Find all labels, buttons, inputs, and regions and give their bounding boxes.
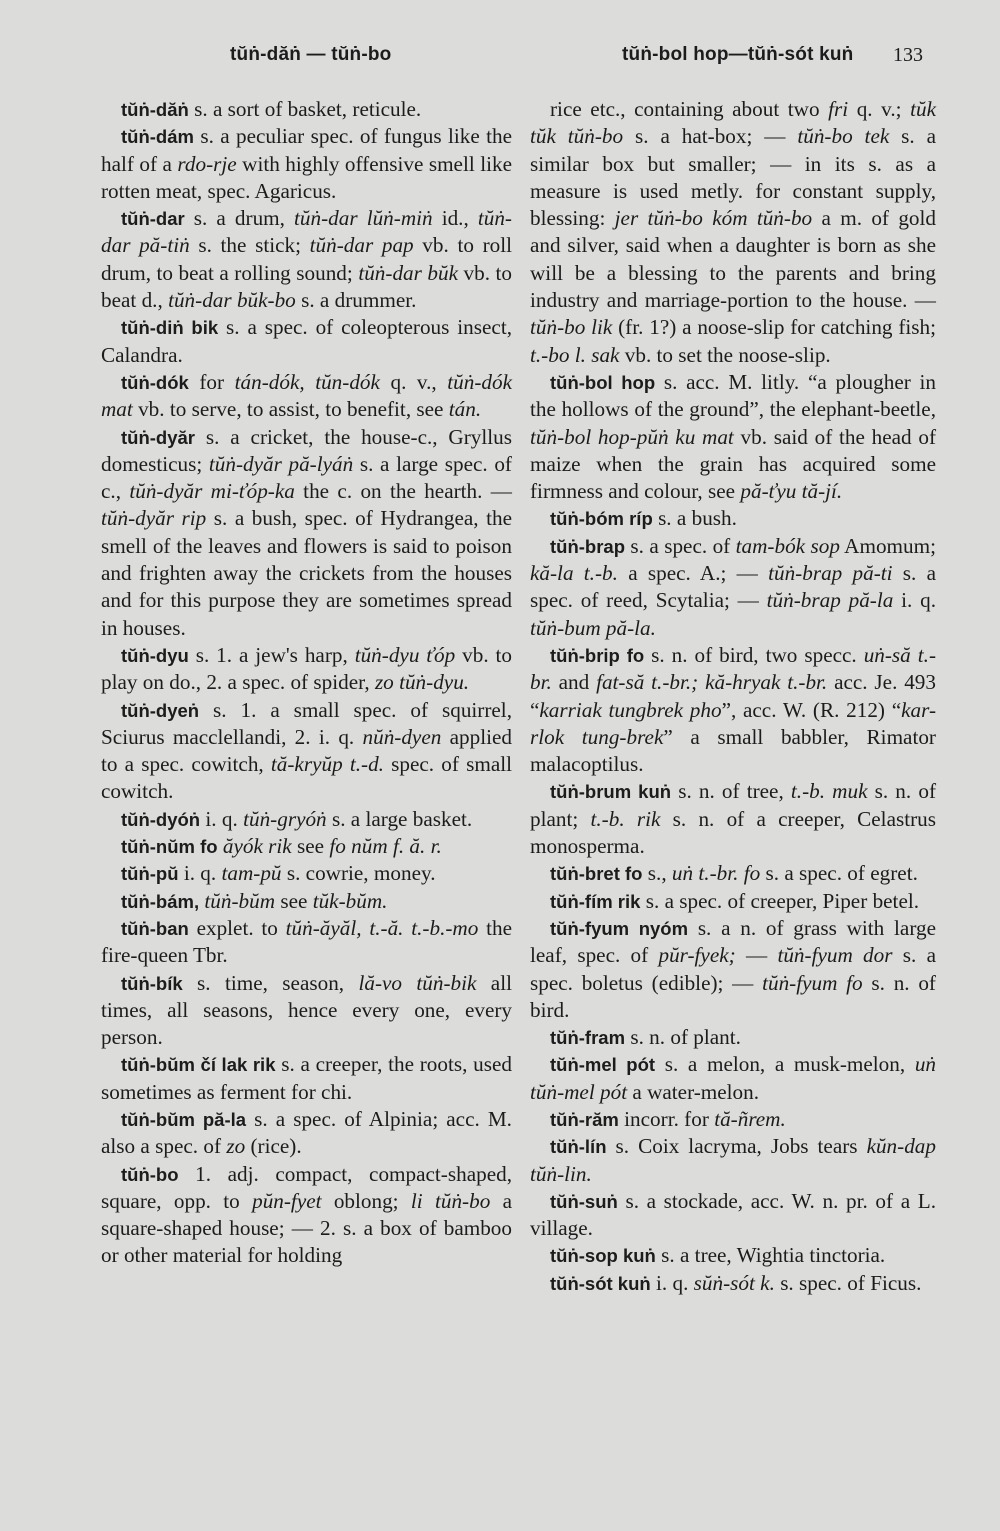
italic-term: tŭṅ-dók mat	[101, 369, 512, 422]
italic-term: uṅ tŭṅ-mel pót	[530, 1052, 936, 1104]
dictionary-entry	[530, 1106, 936, 1133]
definition-text: a water-melon.	[627, 1079, 760, 1104]
definition-text: s. a large spec. of c.,	[101, 451, 512, 504]
definition-text: oblong;	[321, 1188, 411, 1213]
definition-text: vb. to beat d.,	[101, 260, 513, 313]
running-head-right: tŭṅ-bol hop—tŭṅ-sót kuṅ	[622, 44, 854, 65]
italic-term: lă-vo tŭṅ-bik	[358, 970, 477, 995]
headword: tŭṅ-sop kuṅ	[550, 1245, 656, 1267]
definition-text: q. v.,	[379, 369, 448, 394]
definition-text: s. acc. M. litly. “a plougher in the hollows of the ground”, the elephant-beetle,	[530, 369, 936, 422]
headword: tŭṅ-brap	[550, 535, 626, 557]
dictionary-entry	[530, 778, 936, 860]
italic-term: karriak tungbrek pho	[539, 697, 722, 722]
dictionary-entry	[530, 1024, 936, 1051]
italic-term: t.-bo l. sak	[530, 342, 620, 367]
italic-term: nŭṅ-dyen	[362, 724, 442, 749]
definition-text: s. a drum,	[184, 206, 295, 231]
italic-term: tŭṅ-fyum dor	[777, 943, 893, 968]
headword: tŭṅ-dăṅ	[121, 99, 189, 120]
dictionary-entry	[530, 1188, 936, 1243]
definition-text: vb. said of the head of maize when the grain has acquired some firmness and colour, see	[530, 424, 937, 504]
definition-text: s. n. of plant.	[625, 1025, 741, 1050]
italic-term: tŭṅ-dar lŭṅ-miṅ	[294, 206, 433, 231]
definition-text: s.,	[642, 861, 672, 886]
headword: tŭṅ-brum kuṅ	[550, 781, 672, 803]
definition-text: s. the stick;	[189, 233, 310, 258]
italic-term: pŭn-fyet	[252, 1188, 322, 1213]
definition-text: s. a cricket, the house-c., Gryllus domesticus;	[101, 424, 512, 476]
dictionary-entry	[530, 1242, 936, 1269]
left-column	[101, 96, 512, 1270]
dictionary-entry	[101, 205, 512, 314]
dictionary-entry	[530, 505, 936, 532]
definition-text: vb. to set the noose-slip.	[619, 342, 831, 367]
definition-text: a square-shaped house; — 2. s. a box of bamboo or other material for holding	[101, 1188, 513, 1268]
italic-term: tŭk tŭk tŭṅ-bo	[530, 97, 936, 149]
definition-text: the c. on the hearth. —	[294, 479, 512, 504]
italic-term: tŭṅ-brap pă-la	[766, 588, 894, 613]
headword: tŭṅ-nŭm fo	[121, 836, 218, 858]
italic-term: jer tŭṅ-bo kóm tŭṅ-bo	[614, 206, 813, 231]
definition-text: acc. Je. 493 “	[530, 670, 936, 722]
italic-term: tŭṅ-dar pap	[309, 233, 414, 258]
definition-text: for	[188, 369, 235, 394]
definition-text: —	[735, 943, 778, 968]
italic-term: tŭṅ-gryóṅ	[243, 806, 327, 831]
headword: tŭṅ-ban	[121, 917, 189, 939]
definition-text: s. a drummer.	[295, 288, 417, 313]
italic-term: tŭṅ-bo lik	[530, 315, 613, 340]
definition-text: s. time, season,	[182, 970, 359, 995]
italic-term: tán.	[448, 397, 482, 422]
headword: tŭṅ-bóm ríp	[550, 508, 653, 530]
italic-term: tŭṅ-bo tek	[797, 124, 890, 149]
dictionary-entry	[530, 860, 936, 887]
definition-text: s. n. of a creeper, Celastrus monosperma.	[530, 806, 936, 859]
definition-text: s. a tree, Wightia tinctoria.	[655, 1243, 886, 1268]
dictionary-entry	[101, 1161, 512, 1270]
italic-term: tŭṅ-bŭm	[204, 888, 276, 913]
headword: tŭṅ-brip fo	[550, 644, 645, 666]
headword: tŭṅ-dar	[121, 208, 185, 230]
definition-text: s. a sort of basket, reticule.	[188, 97, 422, 121]
headword: tŭṅ-bík	[121, 972, 183, 994]
headword: tŭṅ-bám,	[121, 890, 200, 912]
definition-text: ”, acc. W. (R. 212) “	[721, 697, 902, 722]
italic-term: t.-b. muk	[790, 779, 868, 804]
italic-term: tŭṅ-bum pă-la.	[530, 615, 656, 640]
definition-text: s. spec. of Ficus.	[774, 1270, 922, 1295]
definition-text: s. n. of plant;	[530, 779, 936, 831]
dictionary-entry	[530, 1051, 936, 1106]
definition-text: a spec. A.; —	[617, 561, 769, 586]
definition-text: s. a n. of grass with large leaf, spec. of	[530, 915, 936, 968]
definition-text: s. Coix lacryma, Jobs tears	[606, 1134, 867, 1159]
italic-term: tŭṅ-brap pă-ti	[768, 561, 893, 586]
definition-text: s. a spec. of reed, Scytalia; —	[530, 561, 936, 613]
definition-text: s. a spec. of	[625, 533, 736, 558]
page-number: 133	[893, 44, 923, 66]
italic-term: tŭṅ-dyăr pă-lyáṅ	[208, 451, 354, 476]
dictionary-entry	[530, 642, 936, 778]
dictionary-entry	[530, 369, 936, 505]
headword: tŭṅ-lín	[550, 1136, 607, 1158]
headword: tŭṅ-bol hop	[550, 371, 656, 393]
italic-term: zo tŭṅ-dyu.	[374, 670, 470, 695]
italic-term: fri	[828, 97, 849, 121]
dictionary-entry	[101, 96, 512, 123]
definition-text: vb. to play on do., 2. a spec. of spider,	[101, 642, 512, 695]
dictionary-entry	[530, 888, 936, 915]
italic-term: tă-ñrem.	[714, 1106, 786, 1131]
definition-text: see	[291, 834, 330, 859]
italic-term: tŭṅ-fyum fo	[762, 970, 863, 995]
definition-text: s. a melon, a musk-melon,	[655, 1052, 915, 1077]
definition-text: a m. of gold and silver, said when a daughter is born as she will be a blessing to the parents and bring industry and marriage-portion to the house. —	[530, 206, 936, 313]
headword: tŭṅ-mel pót	[550, 1054, 656, 1076]
definition-text: s. a similar box but smaller; — in its s. as a measure is used metly. for constant supply, blessing:	[530, 124, 937, 231]
italic-term: tŭṅ-dyăr mi-ťóp-ka	[129, 479, 295, 504]
definition-text: with highly offensive smell like rotten meat, spec. Agaricus.	[101, 151, 512, 203]
headword: tŭṅ-dám	[121, 126, 194, 148]
definition-text: s. a spec. of egret.	[760, 861, 918, 886]
italic-term: pŭr-fyek;	[658, 943, 736, 968]
definition-text: (fr. 1?) a noose-slip for catching fish;	[612, 315, 936, 340]
headword: tŭṅ-fím rik	[550, 890, 641, 912]
italic-term: tă-kryŭp t.-d.	[270, 752, 384, 777]
headword: tŭṅ-răm	[550, 1108, 619, 1130]
headword: tŭṅ-fyum nyóm	[550, 917, 689, 939]
italic-term: tŭṅ-dar bŭk-bo	[168, 288, 296, 313]
dictionary-entry	[101, 1051, 512, 1106]
definition-text: s. a creeper, the roots, used sometimes as ferment for chi.	[101, 1052, 512, 1104]
dictionary-entry	[101, 806, 512, 833]
right-column	[530, 96, 936, 1297]
headword: tŭṅ-suṅ	[550, 1190, 618, 1212]
italic-term: li tŭṅ-bo	[410, 1188, 491, 1213]
definition-text: Amomum;	[839, 533, 936, 558]
italic-term: tam-pŭ	[221, 861, 282, 886]
definition-text: incorr. for	[618, 1106, 715, 1131]
definition-text: s. 1. a jew's harp,	[188, 642, 355, 667]
definition-text: s. n. of tree,	[671, 779, 791, 804]
headword: tŭṅ-dyóṅ	[121, 808, 201, 830]
italic-term: kă-la t.-b.	[530, 561, 618, 586]
italic-term: uṅ-să t.-br.	[530, 642, 936, 695]
definition-text: i. q.	[893, 588, 937, 613]
dictionary-entry	[101, 424, 512, 642]
definition-text: s. a stockade, acc. W. n. pr. of a L. village.	[530, 1188, 936, 1241]
definition-text: vb. to serve, to assist, to benefit, see	[132, 397, 449, 422]
definition-text: (rice).	[245, 1134, 302, 1159]
headword: tŭṅ-dók	[121, 371, 189, 393]
headword: tŭṅ-bŭm pă-la	[121, 1108, 247, 1130]
headword: tŭṅ-diṅ bik	[121, 317, 219, 339]
definition-text: q. v.;	[848, 97, 911, 121]
definition-text: s. a spec. boletus (edible); —	[530, 943, 936, 995]
italic-term: tŭṅ-dar bŭk	[358, 260, 458, 285]
definition-text: the fire-queen Tbr.	[101, 915, 512, 968]
definition-text: explet. to	[188, 915, 286, 940]
definition-text: spec. of small cowitch.	[101, 752, 512, 804]
dictionary-entry	[101, 369, 512, 424]
headword: tŭṅ-sót kuṅ	[550, 1272, 651, 1294]
italic-term: kŭn-dap tŭṅ-lin.	[530, 1134, 936, 1186]
italic-term: uṅ t.-br. fo	[671, 861, 761, 886]
definition-text: s. a spec. of creeper, Piper betel.	[640, 888, 920, 913]
headword: tŭṅ-bret fo	[550, 863, 643, 885]
dictionary-entry	[530, 1133, 936, 1188]
definition-text: i. q.	[200, 806, 244, 831]
italic-term: fo nŭm f. ă. r.	[329, 834, 442, 859]
definition-text: s. a bush.	[652, 506, 737, 531]
dictionary-entry	[530, 915, 936, 1024]
dictionary-entry	[101, 888, 512, 915]
headword: tŭṅ-dyeṅ	[121, 699, 200, 721]
italic-term: fat-să t.-br.; kă-hryak t.-br.	[596, 670, 828, 695]
definition-text: s. 1. a small spec. of squirrel, Sciurus macclellandi, 2. i. q.	[101, 697, 512, 749]
definition-text: i. q.	[178, 861, 222, 886]
definition-text: 1. adj. compact, compact-shaped, square, opp. to	[101, 1161, 512, 1213]
italic-term: ăyók rik	[222, 834, 292, 859]
italic-term: tŭṅ-bol hop-pŭṅ ku mat	[530, 424, 734, 449]
dictionary-entry	[101, 314, 512, 369]
italic-term: tam-bók sop	[735, 533, 840, 558]
definition-text: s. n. of bird, two specc.	[644, 642, 864, 667]
definition-text: rice etc., containing about two	[550, 97, 829, 121]
italic-term: kar-rlok tung-brek	[530, 697, 936, 749]
dictionary-entry	[101, 833, 512, 860]
definition-text: i. q.	[650, 1270, 694, 1295]
dictionary-entry	[101, 1106, 512, 1161]
definition-text: id.,	[432, 206, 478, 231]
headword: tŭṅ-dyăr	[121, 426, 195, 448]
headword: tŭṅ-bo	[121, 1163, 179, 1185]
definition-text: s. a bush, spec. of Hydrangea, the smell of the leaves and flowers is said to poison and frighten away the crickets from the houses and for this purpose they are sometimes spread in houses.	[101, 506, 512, 640]
italic-term: tán-dók, tŭn-dók	[234, 369, 380, 394]
headword: tŭṅ-dyu	[121, 644, 189, 666]
definition-text: s. a large basket.	[326, 806, 473, 831]
italic-term: tŭṅ-dyu ťóp	[354, 642, 456, 667]
italic-term: tŭk-bŭm.	[312, 888, 388, 913]
dictionary-entry	[101, 860, 512, 887]
dictionary-entry	[101, 123, 512, 205]
dictionary-entry	[530, 1270, 936, 1297]
definition-text: s. a peculiar spec. of fungus like the half of a	[101, 124, 512, 176]
definition-text: all times, all seasons, hence every one, every person.	[101, 970, 512, 1050]
headword: tŭṅ-bŭm čí lak rik	[121, 1054, 276, 1076]
definition-text: s. a spec. of coleopterous insect, Calandra.	[101, 315, 512, 367]
italic-term: zo	[226, 1134, 246, 1159]
definition-text: s. cowrie, money.	[281, 861, 436, 886]
italic-term: pă-ťyu tă-jí.	[740, 479, 843, 504]
definition-text: and	[551, 670, 597, 695]
dictionary-entry	[101, 642, 512, 697]
italic-term: tŭṅ-dyăr rip	[101, 506, 207, 531]
dictionary-entry	[530, 96, 936, 369]
italic-term: tŭṅ-ăyăl, t.-ă. t.-b.-mo	[285, 915, 479, 940]
definition-text: applied to a spec. cowitch,	[101, 724, 512, 777]
italic-term: rdo-rje	[177, 151, 237, 176]
dictionary-entry	[530, 533, 936, 642]
running-head-left: tŭṅ-dăṅ — tŭṅ-bo	[230, 44, 392, 65]
definition-text: s. a spec. of Alpinia; acc. M. also a spec. of	[101, 1106, 512, 1159]
definition-text: s. n. of bird.	[530, 970, 936, 1022]
definition-text: see	[275, 888, 313, 913]
dictionary-entry	[101, 970, 512, 1052]
headword: tŭṅ-pŭ	[121, 863, 179, 885]
definition-text: ” a small babbler, Rimator malacoptilus.	[530, 724, 936, 777]
definition-text: s. a hat-box; —	[623, 124, 798, 149]
definition-text: vb. to roll drum, to beat a rolling sound;	[101, 233, 513, 285]
italic-term: tŭṅ-dar pă-tiṅ	[101, 206, 512, 258]
italic-term: sŭṅ-sót k.	[693, 1270, 775, 1295]
dictionary-entry	[101, 697, 512, 806]
dictionary-entry	[101, 915, 512, 970]
headword: tŭṅ-fram	[550, 1027, 626, 1049]
italic-term: t.-b. rik	[590, 806, 661, 831]
